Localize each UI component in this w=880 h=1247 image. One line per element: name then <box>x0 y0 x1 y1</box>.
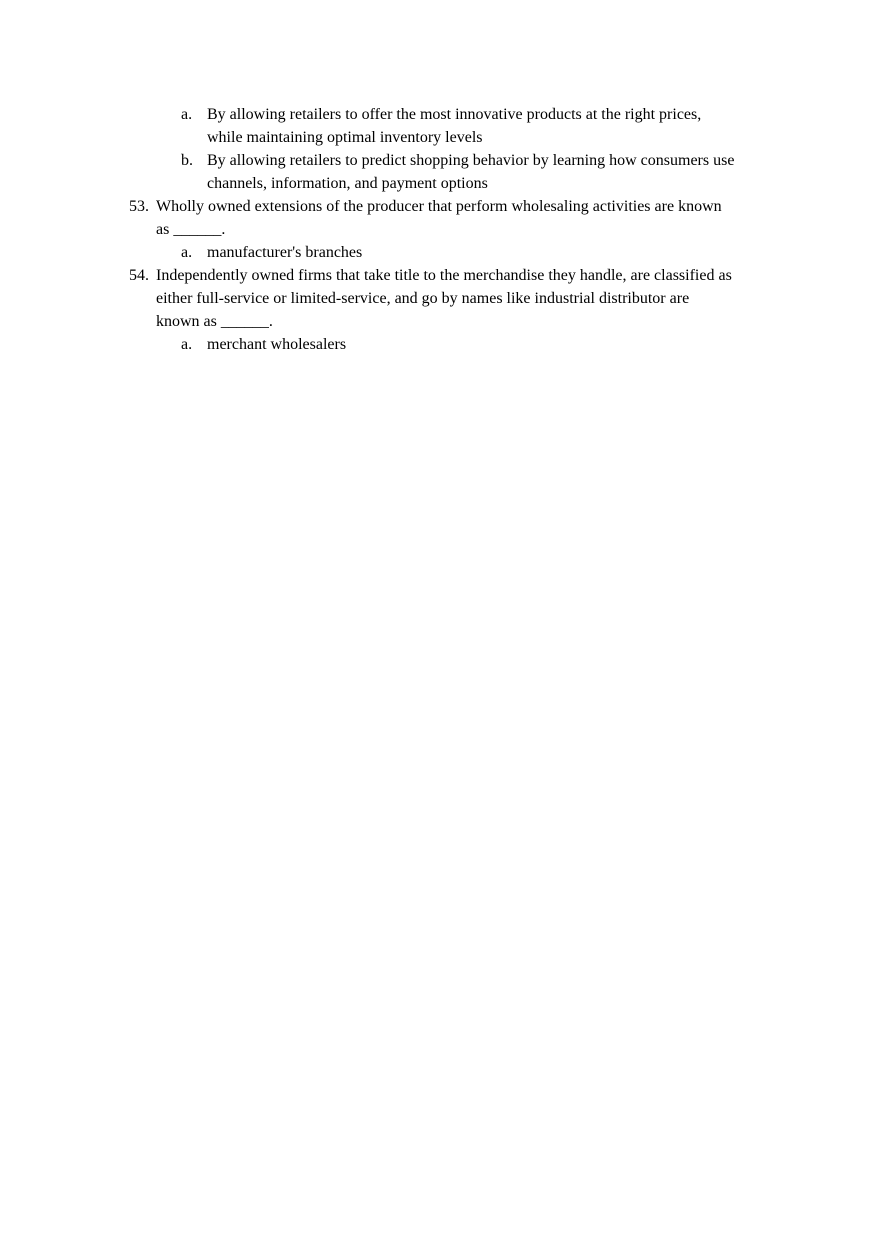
document-content <box>0 103 880 356</box>
option-marker: b. <box>181 152 193 169</box>
answer-option <box>0 241 880 264</box>
option-text-line: channels, information, and payment options <box>207 175 488 192</box>
question-text-line: Wholly owned extensions of the producer that perform wholesaling activities are known <box>156 198 722 215</box>
option-text-line: merchant wholesalers <box>207 336 347 353</box>
question-text-line: Independently owned firms that take title to the merchandise they handle, are classified as <box>156 267 732 284</box>
answer-option-continuation <box>0 126 880 149</box>
question-item-54 <box>0 264 880 287</box>
question-item-53-continuation <box>0 218 880 241</box>
question-item-54-continuation <box>0 287 880 310</box>
answer-option <box>0 149 880 172</box>
question-text-line: as ______. <box>156 221 226 238</box>
option-text-line: manufacturer's branches <box>207 244 363 261</box>
question-item-54-continuation <box>0 310 880 333</box>
answer-option-continuation <box>0 172 880 195</box>
question-number: 53. <box>129 198 149 215</box>
option-marker: a. <box>181 336 193 353</box>
option-text-line: By allowing retailers to offer the most innovative products at the right prices, <box>207 106 702 123</box>
answer-option <box>0 103 880 126</box>
option-marker: a. <box>181 244 193 261</box>
option-text-line: while maintaining optimal inventory levels <box>207 129 483 146</box>
answer-option <box>0 333 880 356</box>
option-text-line: By allowing retailers to predict shopping behavior by learning how consumers use <box>207 152 735 169</box>
question-number: 54. <box>129 267 149 284</box>
option-marker: a. <box>181 106 193 123</box>
question-item-53 <box>0 195 880 218</box>
question-text-line: known as ______. <box>156 313 273 330</box>
question-text-line: either full-service or limited-service, and go by names like industrial distributor are <box>156 290 690 307</box>
